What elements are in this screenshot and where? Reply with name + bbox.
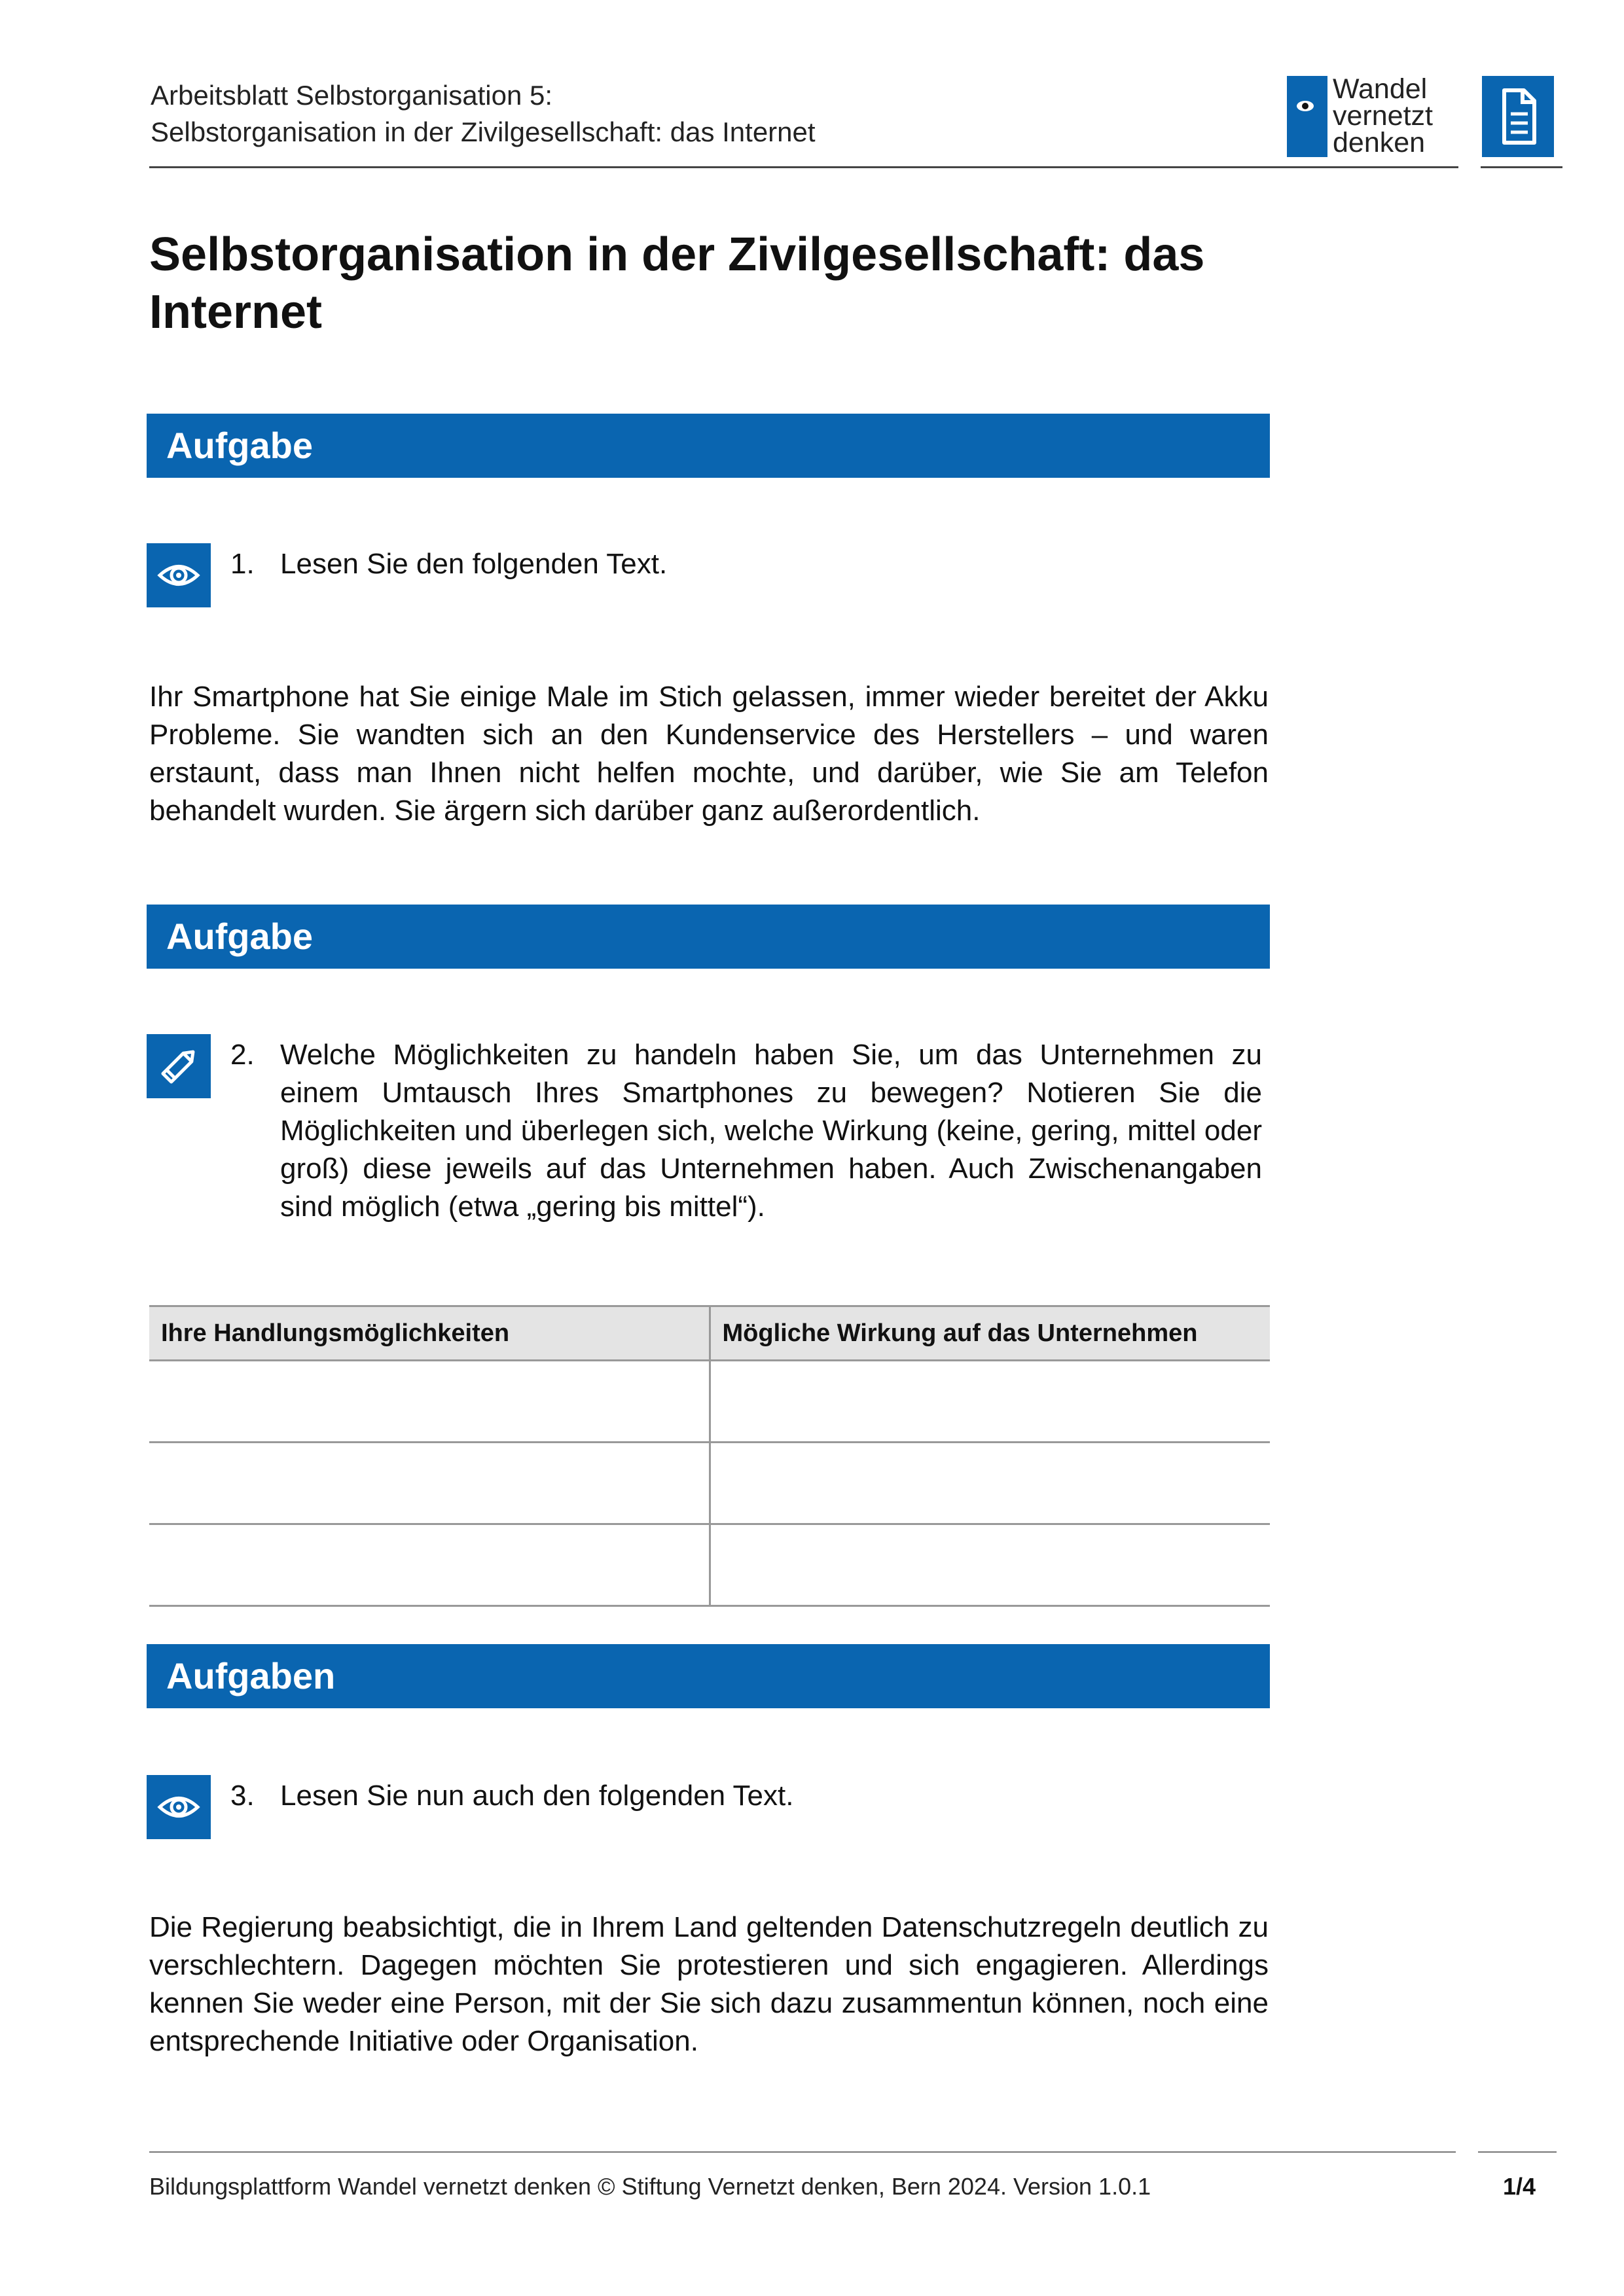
section-heading-1: Aufgabe (147, 414, 1270, 478)
footer-text: Bildungsplattform Wandel vernetzt denken © Stiftung Vernetzt denken, Bern 2024. Version 1.0.1 (149, 2173, 1151, 2200)
footer-divider (149, 2151, 1456, 2153)
logo-eye-icon (1287, 76, 1327, 157)
header-line2: Selbstorganisation in der Zivilgesellschaft: das Internet (151, 117, 816, 147)
header-divider (149, 166, 1458, 168)
table-header-options: Ihre Handlungsmöglichkeiten (149, 1306, 710, 1361)
answer-cell[interactable] (710, 1524, 1270, 1606)
eye-icon (147, 543, 211, 607)
task-text: Welche Möglichkeiten zu handeln haben Sie, um das Unternehmen zu einem Umtausch Ihres Smartphones zu bewegen? Notieren Sie die Möglichkeiten und überlegen sich, welche Wirkung (keine, gering, mittel oder groß) diese jeweils auf das Unternehmen haben. Auch Zwischenangaben sind möglich (etwa „gering bis mittel“). (280, 1039, 1262, 1223)
task-text: Lesen Sie nun auch den folgenden Text. (280, 1780, 794, 1812)
table-row (149, 1524, 1270, 1606)
answer-cell[interactable] (710, 1361, 1270, 1443)
table-header-effect: Mögliche Wirkung auf das Unternehmen (710, 1306, 1270, 1361)
page-title: Selbstorganisation in der Zivilgesellschaft: das Internet (149, 228, 1205, 338)
document-icon (1482, 76, 1554, 157)
answer-cell[interactable] (710, 1443, 1270, 1524)
logo-block (1287, 76, 1327, 157)
header-divider-right (1481, 166, 1562, 168)
pencil-icon (147, 1034, 211, 1098)
eye-icon (147, 1775, 211, 1839)
header-title (151, 77, 816, 151)
header-line1: Arbeitsblatt Selbstorganisation 5: (151, 80, 553, 111)
page-number: 1/4 (1503, 2173, 1536, 2200)
table-row (149, 1361, 1270, 1443)
brand-logo (1287, 73, 1462, 158)
table-row (149, 1443, 1270, 1524)
scenario-paragraph-1: Ihr Smartphone hat Sie einige Male im Stich gelassen, immer wieder bereitet der Akku Probleme. Sie wandten sich an den Kundenservice des Herstellers – und waren erstaunt, dass man Ihnen nicht helfen mochte, und darüber, wie Sie am Telefon behandelt wurden. Sie ärgern sich darüber ganz außerordentlich. (149, 681, 1269, 827)
answer-cell[interactable] (149, 1361, 710, 1443)
task-text: Lesen Sie den folgenden Text. (280, 548, 668, 580)
task-number: 1. (230, 548, 255, 580)
task-number: 2. (230, 1039, 255, 1071)
section-heading-2: Aufgabe (147, 905, 1270, 969)
answer-cell[interactable] (149, 1443, 710, 1524)
logo-wordmark: Wandel vernetzt denken (1333, 73, 1433, 158)
answer-table (149, 1305, 1270, 1607)
answer-cell[interactable] (149, 1524, 710, 1606)
footer-divider-right (1478, 2151, 1557, 2153)
scenario-paragraph-2: Die Regierung beabsichtigt, die in Ihrem Land geltenden Datenschutzregeln deutlich zu verschlechtern. Dagegen möchten Sie protestieren und sich engagieren. Allerdings kennen Sie weder eine Person, mit der Sie sich dazu zusammentun können, noch eine entsprechende Initiative oder Organisation. (149, 1911, 1269, 2057)
task-number: 3. (230, 1780, 255, 1812)
section-heading-3: Aufgaben (147, 1644, 1270, 1708)
